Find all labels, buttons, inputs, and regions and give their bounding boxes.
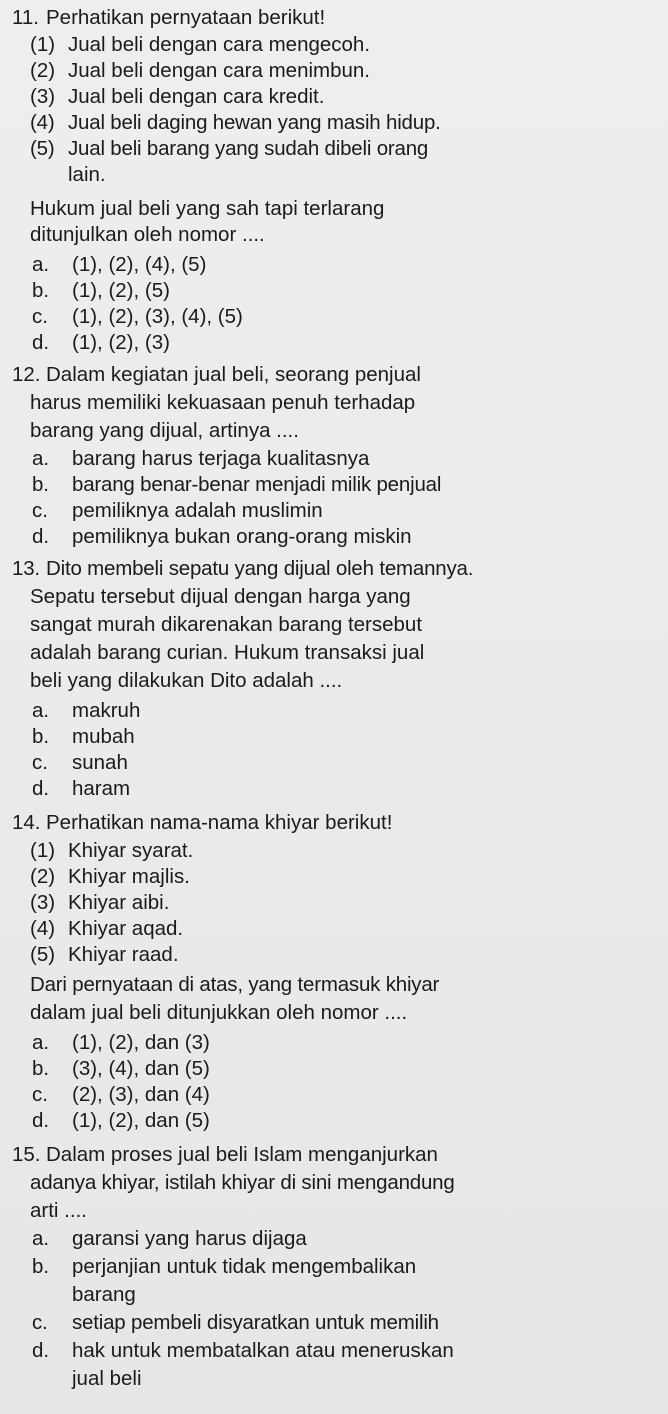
worksheet-page: 11. Perhatikan pernyataan berikut! (1) Jual beli dengan cara mengecoh. (2) Jual beli dengan cara menimbun. (3) Jual beli dengan cara kredit. (4) Jual beli daging hewan yang masih hidup. (5) Jual beli barang yang sudah dibeli orang lain. Hukum jual beli yang sah tapi terlarang ditunjulkan oleh nomor .... a. (1), (2), (4), (5) b. (1), (2), (5) c. (1), (2), (3), (4), (5) d. (1), (2), (3) 12. Dalam kegiatan jual beli, seorang penjual harus memiliki kekuasaan penuh terhadap barang yang dijual, artinya .... a. barang harus terjaga kualitasnya b. barang benar-benar menjadi milik penjual c. pemiliknya adalah muslimin d. pemiliknya bukan orang-orang miskin 13. Dito membeli sepatu yang dijual oleh temannya. Sepatu tersebut dijual dengan harga yang sangat murah dikarenakan barang tersebut adalah barang curian. Hukum transaksi jual beli yang dilakukan Dito adalah .... a. makruh b. mubah c. sunah d. haram 14. Perhatikan nama-nama khiyar berikut! (1) Khiyar syarat. (2) Khiyar majlis. (3) Khiyar aibi. (4) Khiyar aqad. (5) Khiyar raad. Dari pernyataan di atas, yang termasuk khiyar dalam jual beli ditunjukkan oleh nomor .... a. (1), (2), dan (3) b. (3), (4), dan (5) c. (2), (3), dan (4) d. (1), (2), dan (5) 15. Dalam proses jual beli Islam menganjurkan adanya khiyar, istilah khiyar di sini mengandung arti .... a. garansi yang harus dijaga b. perjanjian untuk tidak mengembalikan barang c. setiap pembeli disyaratkan untuk memilih d. hak untuk membatalkan atau meneruskan jual beli	[12, 6, 474, 1390]
